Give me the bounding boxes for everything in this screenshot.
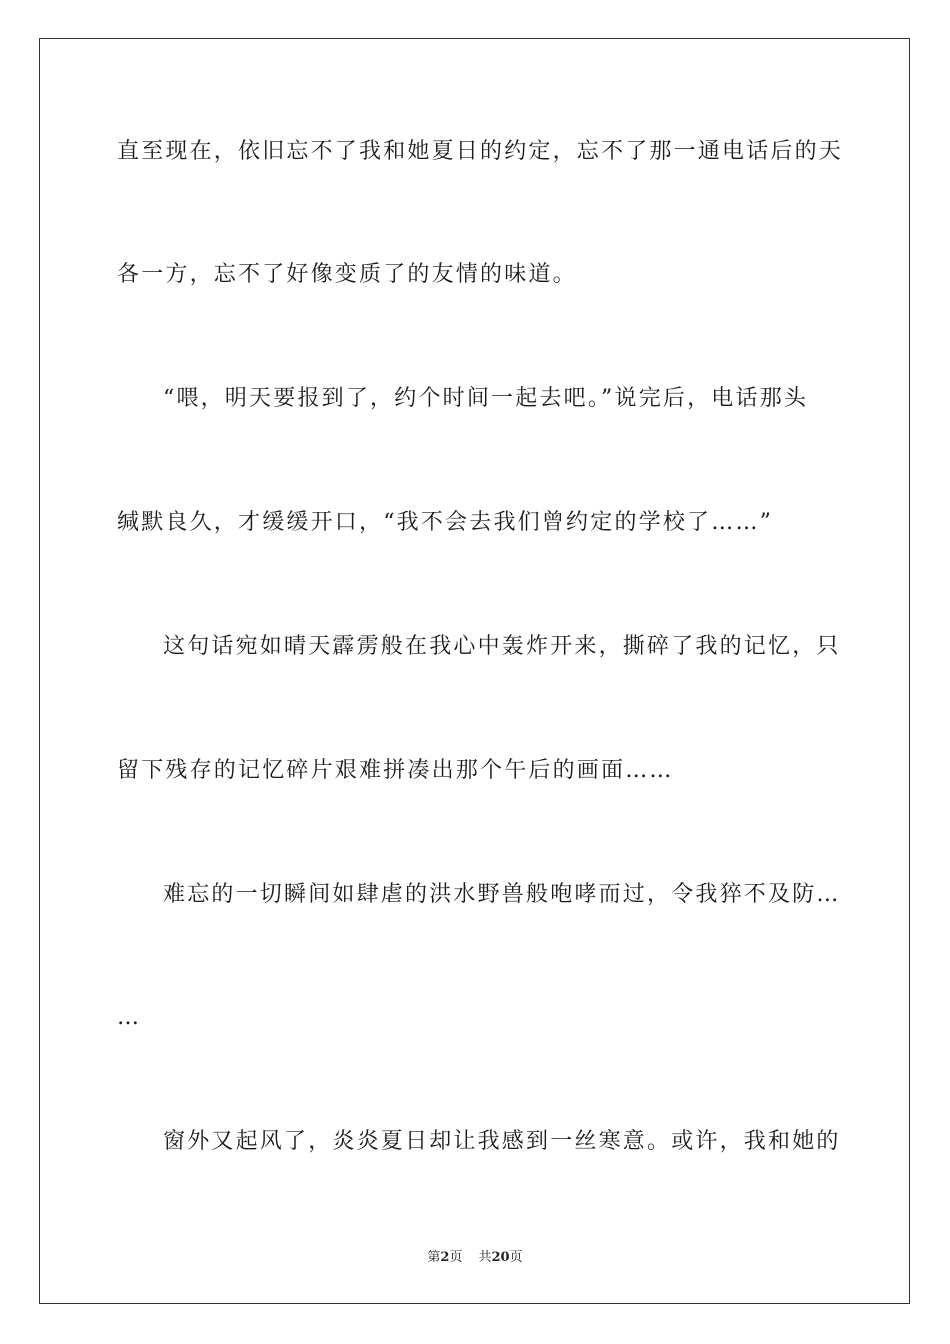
page-border — [39, 38, 910, 1304]
text-line-3: “喂，明天要报到了，约个时间一起去吧。”说完后，电话那头 — [163, 386, 809, 411]
page-footer — [0, 1246, 950, 1265]
text-line-5: 这句话宛如晴天霹雳般在我心中轰炸开来，撕碎了我的记忆，只 — [163, 634, 841, 659]
text-line-7: 难忘的一切瞬间如肆虐的洪水野兽般咆哮而过，令我猝不及防… — [163, 882, 841, 907]
text-line-4: 缄默良久，才缓缓开口，“我不会去我们曾约定的学校了……” — [117, 510, 774, 535]
page-prefix: 第 — [427, 1250, 441, 1265]
text-line-1: 直至现在，依旧忘不了我和她夏日的约定，忘不了那一通电话后的天 — [117, 139, 844, 164]
text-line-8: … — [117, 1005, 142, 1030]
text-line-9: 窗外又起风了，炎炎夏日却让我感到一丝寒意。或许，我和她的 — [163, 1129, 841, 1154]
total-prefix: 共 — [478, 1250, 492, 1265]
total-pages: 20 — [491, 1250, 510, 1265]
page-number: 2 — [440, 1250, 450, 1265]
text-line-6: 留下残存的记忆碎片艰难拼凑出那个午后的画面…… — [117, 758, 674, 783]
text-line-2: 各一方，忘不了好像变质了的友情的味道。 — [117, 262, 577, 287]
total-suffix: 页 — [509, 1250, 523, 1265]
page-suffix: 页 — [449, 1250, 463, 1265]
